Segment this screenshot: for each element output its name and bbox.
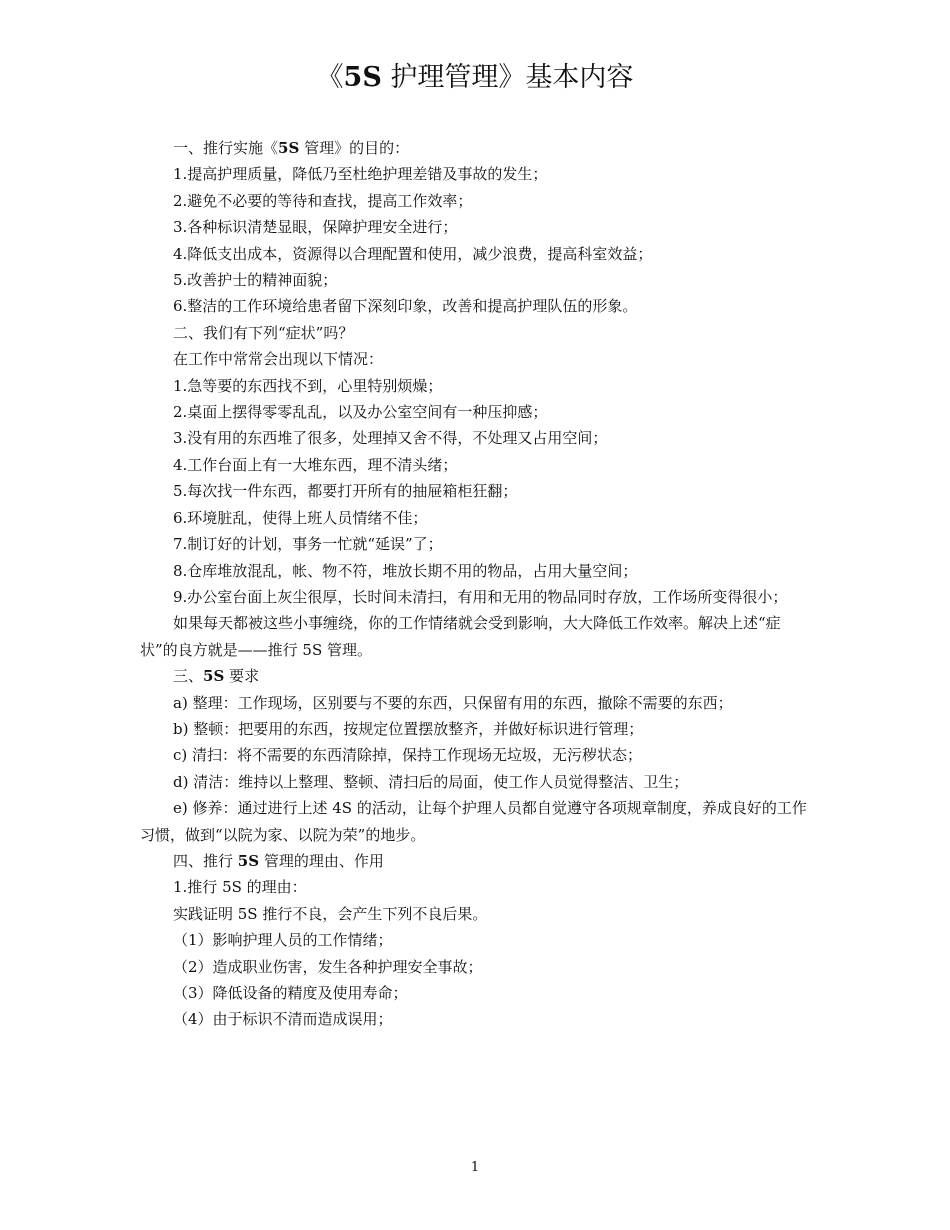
section-2-heading: 二、我们有下列“症状”吗？	[173, 323, 354, 342]
list-item: 3.没有用的东西堆了很多，处理掉又舍不得，不处理又占用空间；	[173, 429, 608, 448]
list-item: b) 整顿：把要用的东西，按规定位置摆放整齐，并做好标识进行管理；	[173, 719, 644, 738]
list-item: 9.办公室台面上灰尘很厚，长时间未清扫，有用和无用的物品同时存放，工作场所变得很小；	[173, 587, 788, 606]
document-body	[140, 135, 812, 1033]
section-4-subheading: 1.推行 5S 的理由：	[173, 878, 307, 897]
section-4-intro: 实践证明 5S 推行不良，会产生下列不良后果。	[173, 904, 488, 923]
list-item: （1）影响护理人员的工作情绪；	[173, 931, 393, 950]
list-item: a) 整理：工作现场，区别要与不要的东西，只保留有用的东西，撤除不需要的东西；	[173, 693, 733, 712]
list-item: 2.桌面上摆得零零乱乱，以及办公室空间有一种压抑感；	[173, 403, 548, 422]
list-item: 4.工作台面上有一大堆东西，理不清头绪；	[173, 455, 458, 474]
list-item: 4.降低支出成本，资源得以合理配置和使用，减少浪费，提高科室效益；	[173, 244, 653, 263]
list-item: 5.每次找一件东西，都要打开所有的抽屉箱柜狂翻；	[173, 482, 518, 501]
section-3-heading: 三、5S 要求	[173, 667, 260, 686]
list-item: （3）降低设备的精度及使用寿命；	[173, 984, 408, 1002]
list-item: 3.各种标识清楚显眼，保障护理安全进行；	[173, 218, 458, 237]
section-2-conclusion: 如果每天都被这些小事缠绕，你的工作情绪就会受到影响，大大降低工作效率。解决上述“症状”的良方就是——推行 5S 管理。	[140, 614, 781, 659]
list-item: 8.仓库堆放混乱，帐、物不符，堆放长期不用的物品，占用大量空间；	[173, 561, 638, 580]
section-4-heading: 四、推行 5S 管理的理由、作用	[173, 851, 384, 870]
list-item: 2.避免不必要的等待和查找，提高工作效率；	[173, 191, 473, 210]
page-number: 1	[470, 1160, 480, 1175]
list-item: 6.整洁的工作环境给患者留下深刻印象，改善和提高护理队伍的形象。	[173, 297, 638, 316]
section-1-heading: 一、推行实施《5S 管理》的目的：	[173, 139, 410, 157]
list-item: （2）造成职业伤害，发生各种护理安全事故；	[173, 957, 483, 976]
document-title: 《5S 护理管理》基本内容	[316, 62, 634, 93]
list-item: 6.环境脏乱，使得上班人员情绪不佳；	[173, 508, 428, 527]
list-item: 1.提高护理质量，降低乃至杜绝护理差错及事故的发生；	[173, 165, 548, 184]
list-item: 1.急等要的东西找不到，心里特别烦燥；	[173, 376, 443, 395]
list-item: e) 修养：通过进行上述 4S 的活动，让每个护理人员都自觉遵守各项规章制度，养成良好的工作习惯，做到“以院为家、以院为荣”的地步。	[140, 799, 807, 844]
list-item: d) 清洁：维持以上整理、整顿、清扫后的局面，使工作人员觉得整洁、卫生；	[173, 772, 689, 791]
list-item: c) 清扫：将不需要的东西清除掉，保持工作现场无垃圾，无污秽状态；	[173, 746, 643, 765]
list-item: 5.改善护士的精神面貌；	[173, 271, 338, 290]
section-2-intro: 在工作中常常会出现以下情况：	[173, 350, 384, 369]
list-item: （4）由于标识不清而造成误用；	[173, 1010, 393, 1029]
list-item: 7.制订好的计划，事务一忙就“延误”了；	[173, 535, 443, 554]
